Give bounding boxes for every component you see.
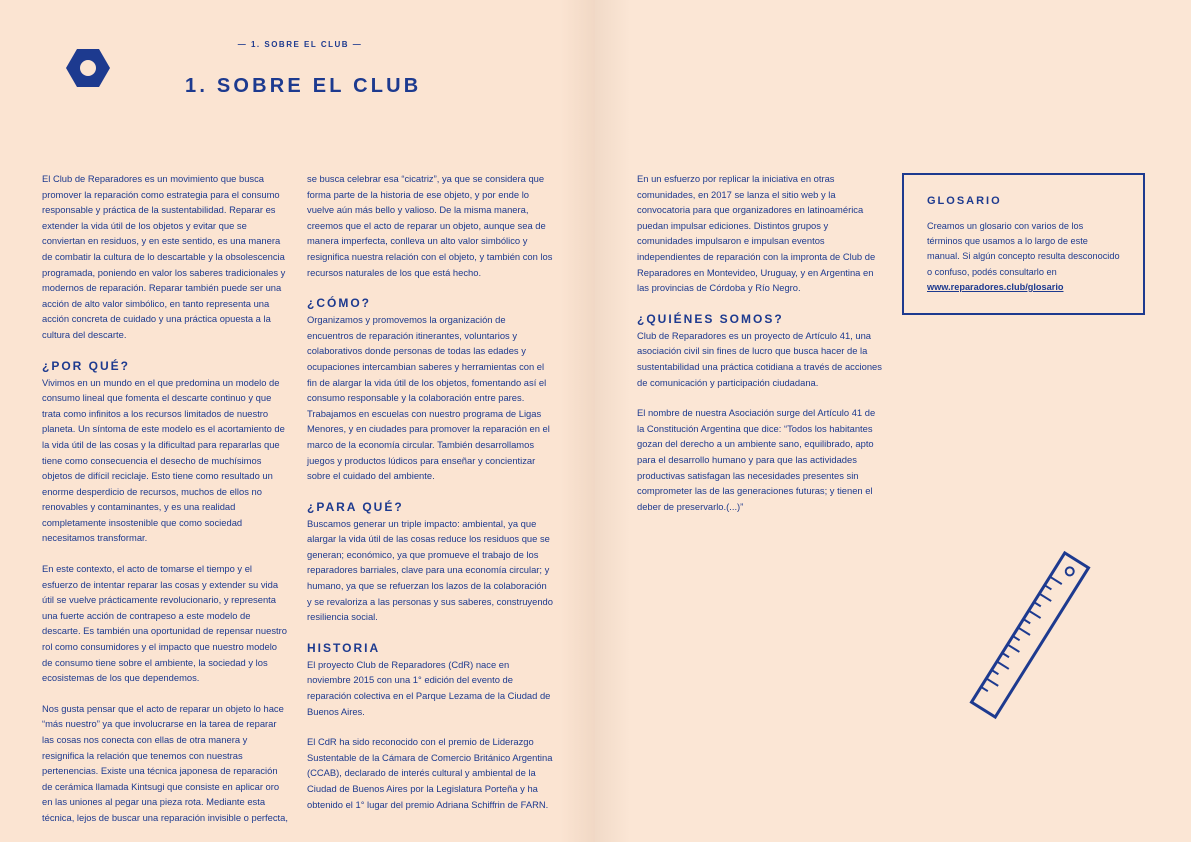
- section-heading-quienes-somos: ¿QUIÉNES SOMOS?: [637, 311, 784, 326]
- section-heading-para-que: ¿PARA QUÉ?: [307, 499, 404, 514]
- body-paragraph: Vivimos en un mundo en el que predomina un modelo de consumo lineal que fomenta el descarte continuo y que trata como infinitos a los recursos limitados de nuestro planeta. Un síntoma de este modelo es el acortamiento de la vida útil de las cosas y la dificultad para repararlas que tiene como consecuencia el desecho de muchísimos objetos de difícil reciclaje. Esto tiene como resultado un enorme desperdicio de recursos, muchos de ellos no renovables y contaminantes, y es una realidad completamente insostenible que como sociedad necesitamos transformar.: [42, 376, 285, 544]
- running-head: — 1. SOBRE EL CLUB —: [237, 40, 363, 49]
- body-paragraph: se busca celebrar esa “cicatriz”, ya que se considera que forma parte de la historia de ese objeto, y por ende lo vuelve aún más bello y valioso. De la misma manera, creemos que el acto de reparar un objeto, aunque sea de manera imperfecta, conlleva un alto valor simbólico y resignifica nuestra relación con el objeto, y también con los recursos naturales de los que está hecho.: [307, 173, 553, 278]
- glossary-title: GLOSARIO: [927, 195, 1002, 207]
- hex-nut-icon: [66, 46, 110, 90]
- column-1: [42, 171, 289, 841]
- glossary-description: Creamos un glosario con varios de los términos que usamos a lo largo de este manual. Si algún concepto resulta desconocido o confuso, podés consultarlo en: [927, 221, 1120, 277]
- column-2: [307, 171, 554, 827]
- chapter-title: 1. SOBRE EL CLUB: [185, 75, 422, 97]
- body-paragraph: El nombre de nuestra Asociación surge del Artículo 41 de la Constitución Argentina que dice: “Todos los habitantes gozan del derecho a un ambiente sano, equilibrado, apto para el desarrollo humano y para que las actividades productivas satisfagan las necesidades presentes sin comprometer las de las generaciones futuras; y tienen el deber de preservarlo.(...)”: [637, 407, 876, 512]
- body-paragraph: Nos gusta pensar que el acto de reparar un objeto lo hace “más nuestro” ya que involucrarse en la tarea de reparar las cosas nos conecta con ellas de otra manera y resignifica la relación que tenemos con nuestras pertenencias. Existe una técnica japonesa de reparación de cerámica llamada Kintsugi que consiste en aplicar oro en las uniones al pegar una pieza rota. Mediante esta técnica, lejos de buscar una reparación invisible o perfecta,: [42, 702, 288, 823]
- ruler-icon: [960, 540, 1100, 730]
- body-paragraph: El CdR ha sido reconocido con el premio de Liderazgo Sustentable de la Cámara de Comercio Británico Argentina (CCAB), declarado de interés cultural y ambiental de la Ciudad de Buenos Aires por la Legislatura Porteña y ha obtenido el 1° lugar del premio Adriana Schiffrin de FARN.: [307, 736, 553, 810]
- glossary-text: [927, 219, 1121, 295]
- body-paragraph: El proyecto Club de Reparadores (CdR) nace en noviembre 2015 con una 1° edición del evento de reparación colectiva en el Parque Lezama de la Ciudad de Buenos Aires.: [307, 658, 551, 717]
- glossary-link[interactable]: www.reparadores.club/glosario: [927, 281, 1064, 292]
- body-paragraph: En este contexto, el acto de tomarse el tiempo y el esfuerzo de intentar reparar las cosas y extender su vida útil se vuelve prácticamente revolucionario, y representa una fuerte acción de contrapeso a este modelo de descarte. Es también una oportunidad de repensar nuestro rol como consumidores y el impacto que nuestro modelo de consumo tiene sobre el ambiente, la sociedad y los ecosistemas de los que dependemos.: [42, 563, 287, 684]
- column-3: [637, 171, 884, 529]
- body-paragraph: En un esfuerzo por replicar la iniciativa en otras comunidades, en 2017 se lanza el sitio web y la convocatoria para que organizadores en latinoamérica puedan impulsar ediciones. Distintos grupos y comunidades impulsaron e impulsan eventos independientes de reparación con la impronta de Club de Reparadores en Montevideo, Uruguay, y en Argentina en las provincias de Córdoba y Río Negro.: [637, 173, 876, 294]
- intro-paragraph: El Club de Reparadores es un movimiento que busca promover la reparación como estrategia para el consumo responsable y práctica de la sustentabilidad. Reparar es extender la vida útil de los objetos y evitar que se conviertan en residuos, y en este sentido, es una manera de combatir la cultura de lo descartable y la obsolescencia programada, poniendo en valor los saberes tradicionales y modernos de reparación. Reparar también puede ser una acción de alto valor simbólico, en tanto representa una acción concreta de cuidado y una práctica opuesta a la cultura del descarte.: [42, 173, 286, 340]
- section-heading-historia: HISTORIA: [307, 640, 381, 655]
- glossary-box: [902, 173, 1145, 315]
- body-paragraph: Club de Reparadores es un proyecto de Artículo 41, una asociación civil sin fines de lucro que busca hacer de la sustentabilidad una práctica cotidiana a través de acciones de comunicación y participación ciudadana.: [637, 329, 882, 388]
- section-heading-como: ¿CÓMO?: [307, 296, 371, 311]
- section-heading-por-que: ¿POR QUÉ?: [42, 358, 131, 373]
- body-paragraph: Organizamos y promovemos la organización de encuentros de reparación itinerantes, voluntarios y colaborativos donde personas de todas las edades y ocupaciones intercambian saberes y herramientas con el fin de alargar la vida útil de los objetos, fomentando así el consumo responsable y la colaboración entre pares. Trabajamos en escuelas con nuestro programa de Ligas Menores, y en ciudades para promover la reparación en el marco de la economía circular. También desarrollamos juegos y productos lúdicos para enseñar y concientizar sobre el cuidado del ambiente.: [307, 314, 550, 482]
- body-paragraph: Buscamos generar un triple impacto: ambiental, ya que alargar la vida útil de las cosas reduce los residuos que se generan; económico, ya que promueve el trabajo de los reparadores barriales, clave para una economía circular; y humano, ya que se refuerzan los lazos de la colaboración y se revaloriza a las personas y sus saberes, construyendo resiliencia social.: [307, 517, 553, 623]
